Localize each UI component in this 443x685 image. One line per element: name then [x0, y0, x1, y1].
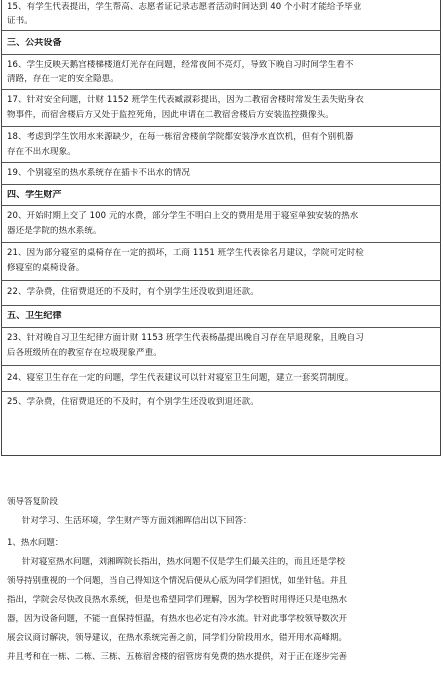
section-heading-hygiene-discipline: 五、卫生纪律 — [7, 311, 62, 321]
item-21-line-2: 修寝室的桌椅设备。 — [7, 263, 85, 273]
row-divider — [1, 205, 441, 206]
leadership-reply-heading: 领导答复阶段 — [7, 497, 59, 507]
reply-intro: 针对学习、生活环境，学生财产等方面刘湘晖信出以下回答： — [22, 516, 252, 526]
row-divider — [1, 162, 441, 163]
section-heading-student-property: 四、学生财产 — [7, 190, 62, 200]
item-20-line-2: 器还是学院的热水系统。 — [7, 226, 102, 236]
reply-paragraph-line-6: 并且考和在一栋、二栋、三栋、五栋宿舍楼的宿管房有免费的热水提供，对于正在逐步完善 — [7, 652, 348, 662]
row-divider — [1, 242, 441, 243]
row-divider — [1, 280, 441, 281]
row-divider — [1, 54, 441, 55]
row-divider — [1, 327, 441, 328]
row-divider — [1, 184, 441, 185]
reply-paragraph-line-1: 针对寝室热水问题，刘湘晖院长指出，热水问题不仅是学生们最关注的，而且还是学校 — [22, 557, 346, 567]
row-divider — [1, 126, 441, 127]
reply-paragraph-line-3: 指出，学院会尽快改良热水系统，但是也希望同学们理解，因为学校暂时用得还只是电热水 — [7, 595, 348, 605]
row-divider — [1, 305, 441, 306]
row-divider — [1, 30, 441, 31]
item-17-line-2: 物事件，而宿舍楼后方又处于监控死角，因此申请在二教宿舍楼后方安装监控摄像头。 — [7, 110, 334, 120]
item-19: 19、个别寝室的热水系统存在插卡不出水的情况 — [7, 168, 191, 178]
item-23-line-2: 后各班级所在的教室存在垃圾现象严重。 — [7, 348, 162, 358]
item-18-line-2: 存在不出水现象。 — [7, 147, 76, 157]
row-divider — [1, 89, 441, 90]
item-24: 24、寝室卫生存在一定的问题，学生代表建议可以针对寝室卫生问题，建立一套奖罚制度。 — [7, 373, 354, 383]
item-23-line-1: 23、针对晚自习卫生纪律方面计财 1153 班学生代表杨晶提出晚自习存在早退现象，且晚自习 — [7, 333, 364, 343]
item-16-line-1: 16、学生反映天鹅宫楼梯楼道灯光存在问题，经常夜间不亮灯，导致下晚自习时间学生看不 — [7, 60, 354, 70]
reply-paragraph-line-4: 器，因为设备问题，不能一直保持恒温，有热水也必定有冷水流。针对此事学校领导数次开 — [7, 614, 348, 624]
item-18-line-1: 18、考虑到学生饮用水来源缺少，在每一栋宿舍楼前学院都安装净水直饮机，但有个别机器 — [7, 132, 354, 142]
reply-paragraph-line-5: 展会议商讨解决，领导建议，在热水系统完善之前，同学们分阶段用水，错开用水高峰期。 — [7, 633, 348, 643]
item-20-line-1: 20、开始时期上交了 100 元的水费，部分学生不明白上交的费用是用于寝室单独安装的热水 — [7, 211, 359, 221]
section-heading-public-facilities: 三、公共设备 — [7, 38, 62, 48]
row-divider — [1, 391, 441, 392]
item-15-line-2: 证书。 — [7, 16, 33, 26]
item-17-line-1: 17、针对安全问题，计财 1152 班学生代表臧淑彩提出，因为二教宿舍楼时常发生丢失贴身衣 — [7, 95, 364, 105]
item-22: 22、学杂费，住宿费退还的不及时，有个别学生还没收到退还款。 — [7, 287, 259, 297]
reply-paragraph-line-2: 领导持别重视的一个问题，当自己得知这个情况后便从心底为同学们担忧，如坐针毡。并且 — [7, 576, 348, 586]
item-21-line-1: 21、因为部分寝室的桌椅存在一定的损坏，工商 1151 班学生代表徐名月建议，学院可定时检 — [7, 248, 364, 258]
item-16-line-2: 清路，存在一定的安全隐患。 — [7, 74, 119, 84]
item-25: 25、学杂费，住宿费退还的不及时，有个别学生还没收到退还款。 — [7, 397, 259, 407]
item-15-line-1: 15、有学生代表提出，学生帮高、志愿者证记录志愿者活动时间达到 40 个小时才能给予毕业 — [7, 2, 362, 12]
row-divider — [1, 365, 441, 366]
hot-water-heading: 1、热水问题： — [7, 538, 64, 548]
